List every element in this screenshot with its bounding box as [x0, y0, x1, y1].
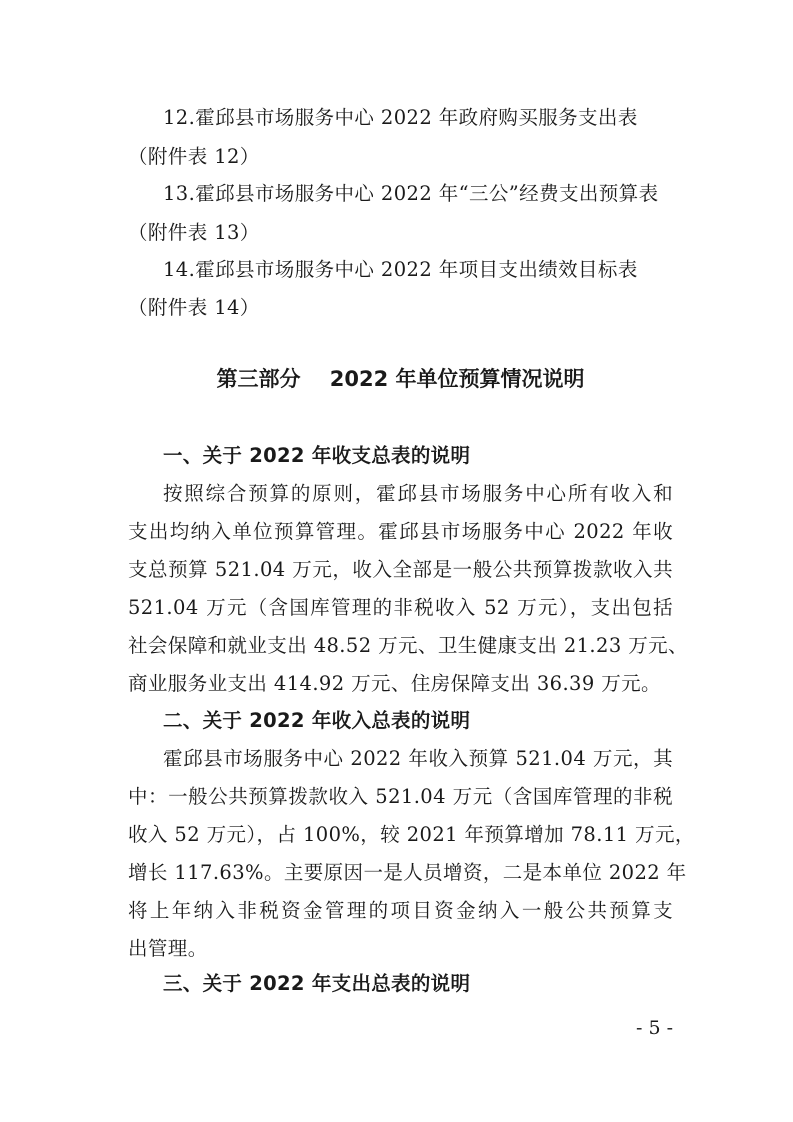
- section-2-line-1: 霍邱县市场服务中心 2022 年收入预算 521.04 万元，其: [163, 747, 673, 770]
- section-1-heading: 一、关于 2022 年收支总表的说明: [163, 444, 471, 467]
- list-item-12: 12.霍邱县市场服务中心 2022 年政府购买服务支出表: [163, 106, 638, 129]
- section-2-line-4: 增长 117.63%。主要原因一是人员增资，二是本单位 2022 年: [128, 861, 687, 884]
- page-number: - 5 -: [635, 1017, 673, 1039]
- list-item-14-annex: （附件表 14）: [128, 296, 260, 319]
- section-2-line-2: 中：一般公共预算拨款收入 521.04 万元（含国库管理的非税: [128, 785, 673, 808]
- section-1-line-6: 商业服务业支出 414.92 万元、住房保障支出 36.39 万元。: [128, 672, 661, 695]
- list-item-12-annex: （附件表 12）: [128, 145, 260, 168]
- list-item-13-annex: （附件表 13）: [128, 221, 260, 244]
- section-2-line-3: 收入 52 万元），占 100%，较 2021 年预算增加 78.11 万元，: [128, 823, 695, 846]
- section-1-line-3: 支总预算 521.04 万元，收入全部是一般公共预算拨款收入共: [128, 558, 673, 581]
- section-1-line-5: 社会保障和就业支出 48.52 万元、卫生健康支出 21.23 万元、: [128, 634, 688, 657]
- list-item-13: 13.霍邱县市场服务中心 2022 年“三公”经费支出预算表: [163, 182, 659, 205]
- list-item-14: 14.霍邱县市场服务中心 2022 年项目支出绩效目标表: [163, 258, 638, 281]
- section-2-line-6: 出管理。: [128, 937, 208, 960]
- section-2-heading: 二、关于 2022 年收入总表的说明: [163, 709, 471, 732]
- section-1-line-4: 521.04 万元（含国库管理的非税收入 52 万元），支出包括: [128, 596, 673, 619]
- section-3-heading: 三、关于 2022 年支出总表的说明: [163, 972, 471, 995]
- section-1-line-2: 支出均纳入单位预算管理。霍邱县市场服务中心 2022 年收: [128, 520, 673, 543]
- part-title: 第三部分 2022 年单位预算情况说明: [216, 367, 585, 391]
- section-2-line-5: 将上年纳入非税资金管理的项目资金纳入一般公共预算支: [128, 899, 673, 922]
- section-1-line-1: 按照综合预算的原则，霍邱县市场服务中心所有收入和: [163, 482, 673, 505]
